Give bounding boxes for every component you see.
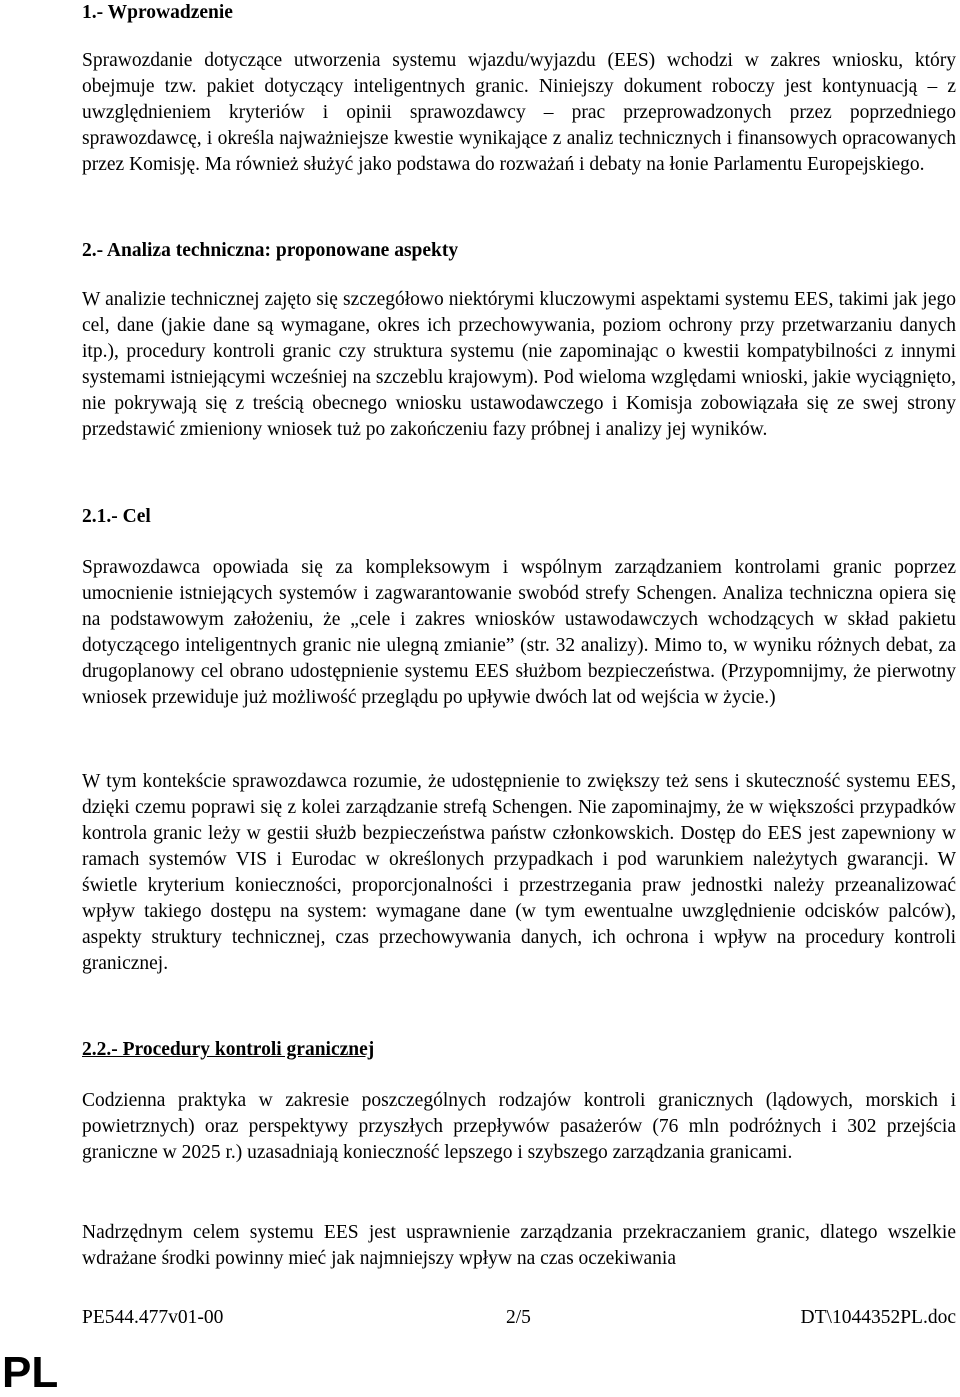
footer-document-reference: PE544.477v01-00 — [82, 1307, 224, 1328]
paragraph-analysis: W analizie technicznej zajęto się szczegółowo niektórymi kluczowymi aspektami systemu EES, takimi jak jego cel, dane (jakie dane są wymagane, okres ich przechowywania, poziom ochrony przy przetwarzaniu danych itp.), procedury kontroli granic czy struktura systemu (nie zapominając o kwestii kompatybilności z innymi systemami istniejącymi wcześniej na szczeblu krajowym). Pod wieloma względami wnioski, jakie wyciągnięto, nie pokrywają się z treścią obecnego wniosku ustawodawczego i Komisja zobowiązała się ze swej strony przedstawić zmieniony wniosek tuż po zakończeniu fazy próbnej i analizy jej wyników. — [82, 289, 956, 440]
footer-file-reference: DT\1044352PL.doc — [800, 1307, 956, 1328]
footer-page-number: 2/5 — [506, 1307, 531, 1328]
section-heading-goal: 2.1.- Cel — [82, 506, 151, 527]
paragraph-procedures-1: Codzienna praktyka w zakresie poszczególnych rodzajów kontroli granicznych (lądowych, morskich i powietrznych) oraz perspektywy przyszłych przepływów pasażerów (76 mln podróżnych i 302 przejścia graniczne w 2025 r.) uzasadniają konieczność lepszego i szybszego zarządzania granicami. — [82, 1090, 956, 1163]
section-heading-procedures: 2.2.- Procedury kontroli granicznej — [82, 1039, 375, 1060]
section-heading-intro: 1.- Wprowadzenie — [82, 2, 233, 23]
paragraph-goal-2: W tym kontekście sprawozdawca rozumie, że udostępnienie to zwiększy też sens i skuteczność systemu EES, dzięki czemu poprawi się z kolei zarządzanie strefą Schengen. Nie zapominajmy, że w większości przypadków kontrola granic leży w gestii służb bezpieczeństwa państw członkowskich. Dostęp do EES jest zapewniony w ramach systemów VIS i Eurodac w określonych przypadkach i pod warunkiem należytych gwarancji. W świetle kryterium konieczności, proporcjonalności i przestrzegania praw jednostki należy przeanalizować wpływ takiego dostępu na system: wymagane dane (w tym ewentualne uwzględnienie odcisków palców), aspekty struktury technicznej, czas przechowywania danych, ich ochrona i wpływ na procedury kontroli granicznej. — [82, 771, 956, 974]
paragraph-goal-1: Sprawozdawca opowiada się za kompleksowym i wspólnym zarządzaniem kontrolami granic poprzez umocnienie istniejących systemów i zagwarantowanie swobód strefy Schengen. Analiza techniczna opiera się na podstawowym założeniu, że „cele i zakres wniosków ustawodawczych wchodzących w skład pakietu dotyczącego inteligentnych granic nie ulegną zmianie” (str. 32 analizy). Mimo to, w wyniku różnych debat, za drugoplanowy cel obrano udostępnienie systemu EES służbom bezpieczeństwa. (Przypomnijmy, że pierwotny wniosek przewiduje już możliwość przeglądu po upływie dwóch lat od wejścia w życie.) — [82, 557, 956, 708]
paragraph-intro: Sprawozdanie dotyczące utworzenia systemu wjazdu/wyjazdu (EES) wchodzi w zakres wniosku, który obejmuje tzw. pakiet dotyczący inteligentnych granic. Niniejszy dokument roboczy jest kontynuacją – z uwzględnieniem kryteriów i opinii sprawozdawcy – prac przeprowadzonych przez poprzedniego sprawozdawcę, i określa najważniejsze kwestie wynikające z analiz technicznych i finansowych opracowanych przez Komisję. Ma również służyć jako podstawa do rozważań i debaty na łonie Parlamentu Europejskiego. — [82, 50, 956, 175]
paragraph-procedures-2: Nadrzędnym celem systemu EES jest usprawnienie zarządzania przekraczaniem granic, dlatego wszelkie wdrażane środki powinny mieć jak najmniejszy wpływ na czas oczekiwania — [82, 1222, 956, 1269]
language-mark: PL — [2, 1348, 59, 1397]
section-heading-analysis: 2.- Analiza techniczna: proponowane aspekty — [82, 240, 459, 261]
